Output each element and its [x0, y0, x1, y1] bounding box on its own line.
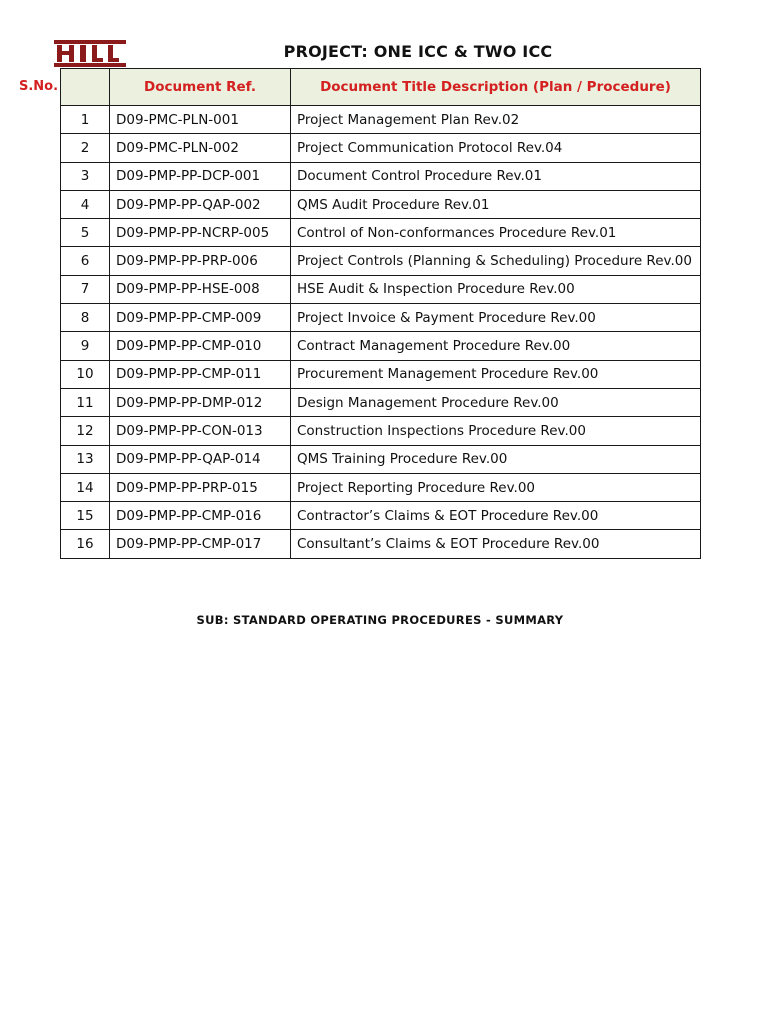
- row-sno-cell: 15: [61, 502, 110, 530]
- row-document-title-cell: Consultant’s Claims & EOT Procedure Rev.00: [291, 530, 701, 558]
- row-document-title-cell: Construction Inspections Procedure Rev.00: [291, 417, 701, 445]
- table-row: [61, 332, 701, 360]
- table-row: [61, 502, 701, 530]
- row-document-ref-cell: D09-PMP-PP-QAP-002: [110, 190, 291, 218]
- row-sno-cell: 10: [61, 360, 110, 388]
- row-sno-cell: 6: [61, 247, 110, 275]
- row-document-title-cell: HSE Audit & Inspection Procedure Rev.00: [291, 275, 701, 303]
- table-row: [61, 275, 701, 303]
- row-sno-cell: 1: [61, 106, 110, 134]
- table-row: [61, 530, 701, 558]
- row-sno-cell: 2: [61, 134, 110, 162]
- table-row: [61, 473, 701, 501]
- row-document-ref-cell: D09-PMP-PP-HSE-008: [110, 275, 291, 303]
- row-document-ref-cell: D09-PMP-PP-CON-013: [110, 417, 291, 445]
- table-row: [61, 219, 701, 247]
- table-row: [61, 247, 701, 275]
- row-document-ref-cell: D09-PMP-PP-CMP-009: [110, 304, 291, 332]
- row-document-title-cell: Document Control Procedure Rev.01: [291, 162, 701, 190]
- row-document-ref-cell: D09-PMC-PLN-002: [110, 134, 291, 162]
- table-header-row: [61, 69, 701, 106]
- table-row: [61, 360, 701, 388]
- row-document-ref-cell: D09-PMP-PP-DCP-001: [110, 162, 291, 190]
- row-document-ref-cell: D09-PMP-PP-QAP-014: [110, 445, 291, 473]
- row-sno-cell: 8: [61, 304, 110, 332]
- row-document-ref-cell: D09-PMP-PP-CMP-016: [110, 502, 291, 530]
- project-title: PROJECT: ONE ICC & TWO ICC: [283, 42, 553, 61]
- row-document-ref-cell: D09-PMP-PP-CMP-017: [110, 530, 291, 558]
- row-sno-cell: 13: [61, 445, 110, 473]
- row-document-title-cell: Contract Management Procedure Rev.00: [291, 332, 701, 360]
- documents-table: [60, 68, 701, 559]
- row-sno-cell: 5: [61, 219, 110, 247]
- header-document-ref: Document Ref.: [110, 69, 291, 106]
- table-row: [61, 388, 701, 416]
- table-row: [61, 417, 701, 445]
- header-sno-cell: [61, 69, 110, 106]
- row-document-title-cell: Control of Non-conformances Procedure Rev.01: [291, 219, 701, 247]
- row-sno-cell: 14: [61, 473, 110, 501]
- row-sno-cell: 7: [61, 275, 110, 303]
- row-document-ref-cell: D09-PMP-PP-CMP-010: [110, 332, 291, 360]
- row-document-ref-cell: D09-PMP-PP-CMP-011: [110, 360, 291, 388]
- header-document-title: Document Title Description (Plan / Procedure): [291, 69, 701, 106]
- row-document-title-cell: Contractor’s Claims & EOT Procedure Rev.00: [291, 502, 701, 530]
- row-document-ref-cell: D09-PMP-PP-PRP-015: [110, 473, 291, 501]
- row-document-title-cell: Procurement Management Procedure Rev.00: [291, 360, 701, 388]
- row-document-title-cell: QMS Training Procedure Rev.00: [291, 445, 701, 473]
- row-document-title-cell: Project Communication Protocol Rev.04: [291, 134, 701, 162]
- row-sno-cell: 9: [61, 332, 110, 360]
- row-document-title-cell: Project Controls (Planning & Scheduling) Procedure Rev.00: [291, 247, 701, 275]
- row-sno-cell: 3: [61, 162, 110, 190]
- row-document-title-cell: Project Reporting Procedure Rev.00: [291, 473, 701, 501]
- sub-title: SUB: STANDARD OPERATING PROCEDURES - SUMMARY: [196, 613, 564, 627]
- table-row: [61, 445, 701, 473]
- row-sno-cell: 4: [61, 190, 110, 218]
- table-row: [61, 106, 701, 134]
- row-sno-cell: 11: [61, 388, 110, 416]
- row-document-ref-cell: D09-PMP-PP-NCRP-005: [110, 219, 291, 247]
- table-row: [61, 162, 701, 190]
- row-document-title-cell: Project Management Plan Rev.02: [291, 106, 701, 134]
- sno-column-label: S.No.: [19, 79, 59, 94]
- row-document-title-cell: QMS Audit Procedure Rev.01: [291, 190, 701, 218]
- row-document-ref-cell: D09-PMC-PLN-001: [110, 106, 291, 134]
- row-document-title-cell: Project Invoice & Payment Procedure Rev.00: [291, 304, 701, 332]
- table-row: [61, 134, 701, 162]
- row-sno-cell: 12: [61, 417, 110, 445]
- row-document-title-cell: Design Management Procedure Rev.00: [291, 388, 701, 416]
- table-row: [61, 190, 701, 218]
- row-document-ref-cell: D09-PMP-PP-DMP-012: [110, 388, 291, 416]
- row-sno-cell: 16: [61, 530, 110, 558]
- table-row: [61, 304, 701, 332]
- row-document-ref-cell: D09-PMP-PP-PRP-006: [110, 247, 291, 275]
